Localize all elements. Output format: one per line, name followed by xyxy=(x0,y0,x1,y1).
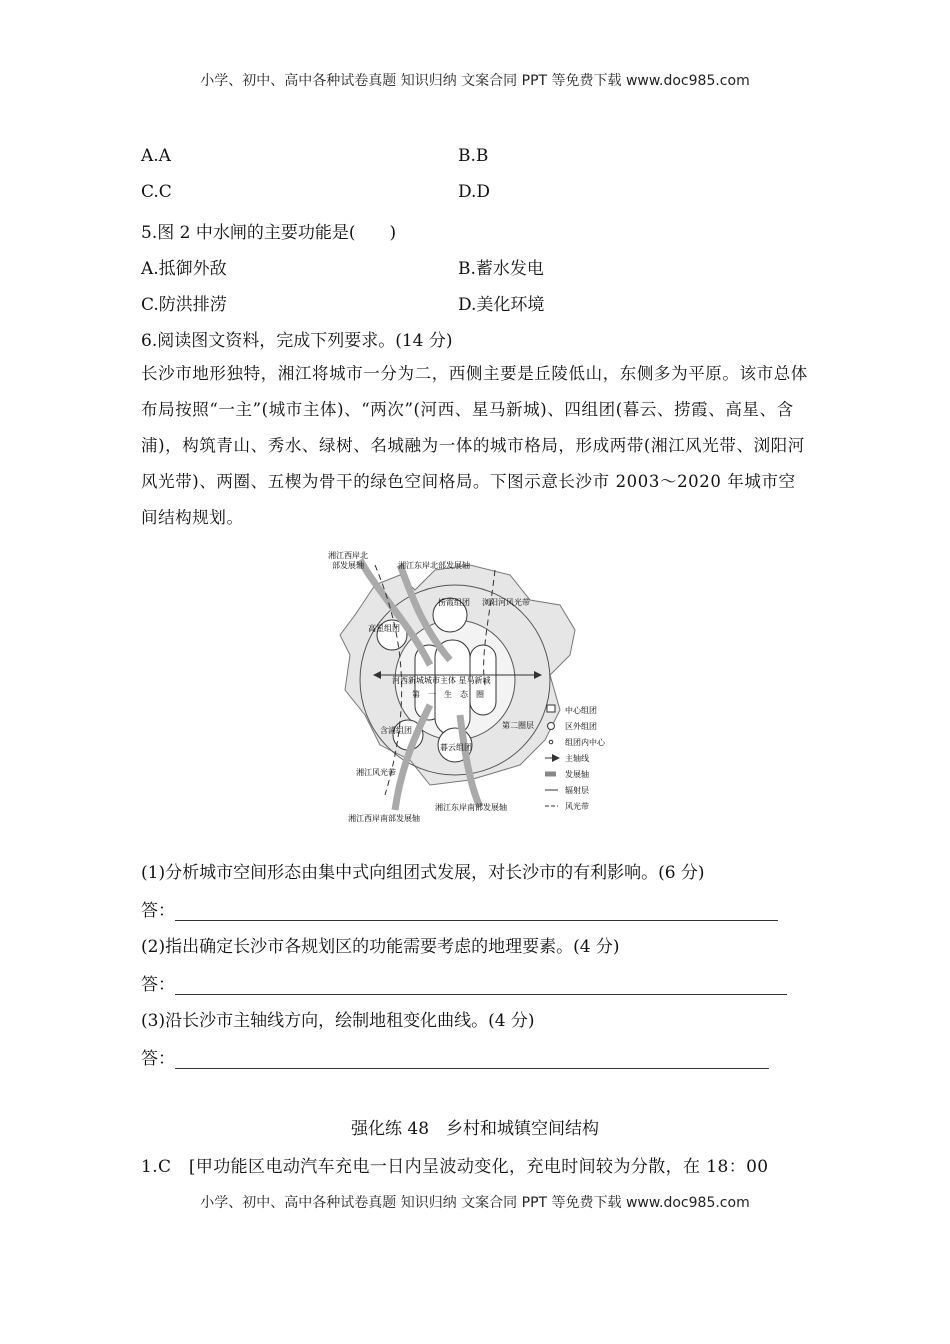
legend-dev-axis: 发展轴 xyxy=(565,770,589,779)
legend-main-axis: 主轴线 xyxy=(565,754,589,763)
q4-option-d: D.D xyxy=(458,182,491,202)
q5-option-d: D.美化环境 xyxy=(458,295,545,315)
changsha-structure-map xyxy=(320,545,630,830)
label-nw-axis-1: 湘江西岸北 xyxy=(328,551,368,560)
central-cluster-main xyxy=(435,640,470,735)
label-ring2: 第二圈层 xyxy=(502,721,534,730)
label-hanpu: 含浦组团 xyxy=(380,726,412,735)
q6-answer3 xyxy=(141,1044,769,1069)
answer-line-1[interactable] xyxy=(175,904,778,921)
legend-center-symbol xyxy=(549,740,553,744)
q4-option-c: C.C xyxy=(141,182,172,202)
q6-sub3: (3)沿长沙市主轴线方向，绘制地租变化曲线。(4 分) xyxy=(141,1011,535,1031)
answer-line-2[interactable] xyxy=(175,978,787,995)
answer-label-1: 答： xyxy=(141,901,175,921)
q6-material: 长沙市地形独特，湘江将城市一分为二，西侧主要是丘陵低山，东侧多为平原。该市总体布局按照“一主”(城市主体)、“两次”(河西、星马新城)、四组团(暮云、捞霞、高星、含浦)，构筑青山、秀水、绿树、名城融为一体的城市格局，形成两带(湘江风光带、浏阳河风光带)、两圈、五楔为骨干的绿色空间格局。下图示意长沙市 2003～2020 年城市空间结构规划。 xyxy=(141,364,808,527)
label-xiangjiang: 湘江风光带 xyxy=(356,768,396,777)
legend-central-symbol xyxy=(547,705,555,712)
legend-center: 组团内中心 xyxy=(565,738,605,747)
label-se-axis: 湘江东岸南部发展轴 xyxy=(435,803,507,812)
q6-answer2 xyxy=(141,970,787,995)
label-ring1: 第 一 生 态 圈 xyxy=(412,690,484,699)
q5-option-b: B.蓄水发电 xyxy=(458,259,544,279)
label-nw-axis-2: 部发展轴 xyxy=(332,561,364,570)
label-laoxia: 捞霞组团 xyxy=(438,598,470,607)
legend-radiation: 辐射层 xyxy=(565,786,589,795)
q4-option-b: B.B xyxy=(458,146,489,166)
label-liuyang: 浏阳河风光带 xyxy=(482,598,530,607)
q6-sub1: (1)分析城市空间形态由集中式向组团式发展，对长沙市的有利影响。(6 分) xyxy=(141,863,705,883)
label-gaoxing: 高星组团 xyxy=(368,624,400,633)
q4-option-a: A.A xyxy=(141,146,171,166)
page-header: 小学、初中、高中各种试卷真题 知识归纳 文案合同 PPT 等免费下载 www.doc985.com xyxy=(200,73,750,89)
legend-scenic: 风光带 xyxy=(565,802,589,811)
label-muyun: 暮云组团 xyxy=(440,743,472,752)
q6-answer1 xyxy=(141,896,778,921)
q5-stem: 5.图 2 中水闸的主要功能是( ) xyxy=(141,223,397,243)
legend-outer-symbol xyxy=(548,723,555,730)
answer-label-2: 答： xyxy=(141,975,175,995)
q6-stem: 6.阅读图文资料，完成下列要求。(14 分) xyxy=(141,331,453,351)
page-footer: 小学、初中、高中各种试卷真题 知识归纳 文案合同 PPT 等免费下载 www.doc985.com xyxy=(200,1195,750,1211)
section-title: 强化练 48 乡村和城镇空间结构 xyxy=(350,1119,600,1139)
label-sw-axis: 湘江西岸南部发展轴 xyxy=(348,814,420,823)
answer-line-3[interactable] xyxy=(175,1052,769,1069)
answer-label-3: 答： xyxy=(141,1049,175,1069)
answer-1: 1.C [甲功能区电动汽车充电一日内呈波动变化，充电时间较为分散，在 18：00 xyxy=(141,1157,769,1177)
label-ne-axis: 湘江东岸北部发展轴 xyxy=(398,561,470,570)
q6-sub2: (2)指出确定长沙市各规划区的功能需要考虑的地理要素。(4 分) xyxy=(141,937,620,957)
q5-option-c: C.防洪排涝 xyxy=(141,295,227,315)
label-main-row: 河西新城城市主体 星马新城 xyxy=(392,676,491,685)
legend-central: 中心组团 xyxy=(565,706,597,715)
q5-option-a: A.抵御外敌 xyxy=(141,259,227,279)
legend-outer: 区外组团 xyxy=(565,722,597,731)
